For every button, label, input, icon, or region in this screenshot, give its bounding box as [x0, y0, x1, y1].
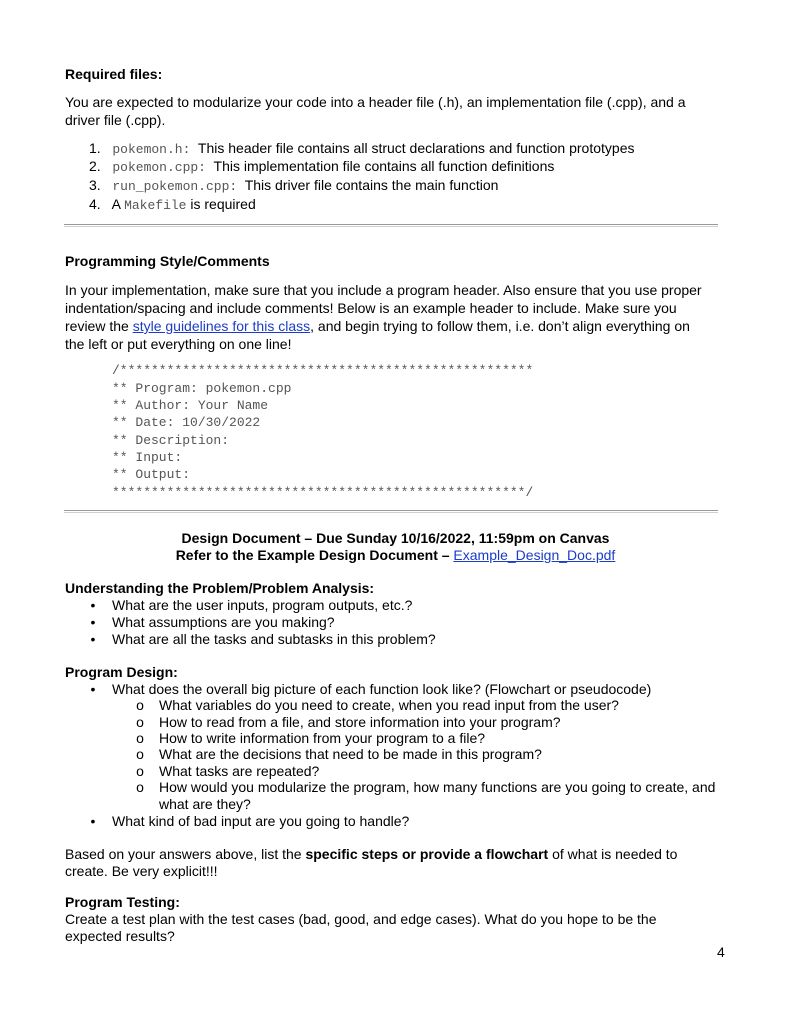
sub-bullet: o	[136, 746, 144, 762]
based-line2: create. Be very explicit!!!	[65, 863, 218, 879]
file-item-text: This driver file contains the main function	[244, 177, 499, 193]
file-item-3	[89, 177, 498, 195]
file-item-number: 4.	[89, 196, 101, 212]
section-divider	[64, 224, 718, 225]
section-divider	[64, 510, 718, 511]
program-design-subitem: What variables do you need to create, when you read input from the user?	[159, 697, 619, 713]
code-line-7: ** Output:	[112, 467, 191, 482]
file-item-code: pokemon.cpp:	[112, 160, 206, 175]
file-item-text: This header file contains all struct declarations and function prototypes	[197, 140, 635, 156]
section-divider-shadow	[64, 226, 718, 227]
testing-line1: Create a test plan with the test cases (bad, good, and edge cases). What do you hope to be the	[65, 911, 657, 927]
section-divider-shadow	[64, 512, 718, 513]
understanding-item: What are all the tasks and subtasks in this problem?	[112, 631, 436, 647]
understanding-item: What are the user inputs, program outputs, etc.?	[112, 597, 413, 613]
style-line3	[65, 318, 690, 335]
understanding-heading: Understanding the Problem/Problem Analysis:	[65, 580, 375, 596]
file-item-1	[89, 140, 634, 158]
design-refer-text: Refer to the Example Design Document –	[175, 547, 450, 563]
style-line2: indentation/spacing and include comments! Below is an example header to include. Make sure you	[65, 300, 677, 316]
style-line1: In your implementation, make sure that you include a program header. Also ensure that you use proper	[65, 282, 702, 298]
sub-bullet: o	[136, 714, 144, 730]
page-number: 4	[717, 944, 725, 960]
based-bold: specific steps or provide a flowchart	[305, 846, 549, 862]
program-design-item: What does the overall big picture of each function look like? (Flowchart or pseudocode)	[112, 681, 652, 697]
program-design-subitem: What tasks are repeated?	[159, 763, 320, 779]
code-line-8: *****************************************************/	[112, 485, 534, 500]
bullet: •	[90, 681, 96, 697]
based-line1	[65, 846, 677, 863]
file-item-pre: A	[111, 196, 121, 212]
code-line-3: ** Author: Your Name	[112, 398, 269, 413]
program-design-item: What kind of bad input are you going to handle?	[112, 813, 410, 829]
file-item-code: Makefile	[124, 198, 187, 213]
file-item-number: 2.	[89, 158, 101, 174]
design-title: Design Document – Due Sunday 10/16/2022, 11:59pm on Canvas	[181, 530, 610, 546]
required-intro-line2: driver file (.cpp).	[65, 112, 166, 128]
bullet: •	[90, 614, 96, 630]
sub-bullet: o	[136, 763, 144, 779]
required-files-heading: Required files:	[65, 66, 163, 82]
program-design-heading: Program Design:	[65, 664, 178, 680]
program-testing-heading: Program Testing:	[65, 894, 180, 910]
sub-bullet: o	[136, 730, 144, 746]
file-item-text: This implementation file contains all function definitions	[213, 158, 555, 174]
bullet: •	[90, 813, 96, 829]
sub-bullet: o	[136, 697, 144, 713]
testing-line2: expected results?	[65, 928, 175, 944]
design-refer-line	[0, 547, 791, 564]
file-item-code: run_pokemon.cpp:	[112, 179, 238, 194]
style-heading: Programming Style/Comments	[65, 253, 270, 269]
bullet: •	[90, 631, 96, 647]
code-line-1: /*****************************************************	[112, 363, 534, 378]
file-item-text: is required	[190, 196, 256, 212]
example-design-doc-link[interactable]: Example_Design_Doc.pdf	[453, 547, 616, 563]
program-design-subitem: How would you modularize the program, how many functions are you going to create, and	[159, 779, 716, 795]
understanding-item: What assumptions are you making?	[112, 614, 335, 630]
style-line4: the left or put everything on one line!	[65, 336, 292, 352]
style-guidelines-link[interactable]: style guidelines for this class	[132, 318, 311, 334]
file-item-4	[89, 196, 256, 214]
based-post: of what is needed to	[552, 846, 678, 862]
file-item-number: 3.	[89, 177, 101, 193]
program-design-subitem: What are the decisions that need to be made in this program?	[159, 746, 542, 762]
code-line-5: ** Description:	[112, 433, 230, 448]
style-line3-pre: review the	[65, 318, 129, 334]
code-line-6: ** Input:	[112, 450, 183, 465]
program-design-subitem: How to read from a file, and store information into your program?	[159, 714, 561, 730]
code-line-2: ** Program: pokemon.cpp	[112, 381, 292, 396]
required-intro-line1: You are expected to modularize your code into a header file (.h), an implementation file (.cpp), and a	[65, 94, 686, 110]
file-item-number: 1.	[89, 140, 101, 156]
bullet: •	[90, 597, 96, 613]
style-line3-post: , and begin trying to follow them, i.e. don’t align everything on	[310, 318, 690, 334]
file-item-2	[89, 158, 554, 176]
file-item-code: pokemon.h:	[112, 142, 191, 157]
based-pre: Based on your answers above, list the	[65, 846, 302, 862]
program-design-subitem: How to write information from your program to a file?	[159, 730, 486, 746]
sub-bullet: o	[136, 779, 144, 795]
program-design-subitem-cont: what are they?	[159, 796, 251, 812]
code-line-4: ** Date: 10/30/2022	[112, 415, 261, 430]
